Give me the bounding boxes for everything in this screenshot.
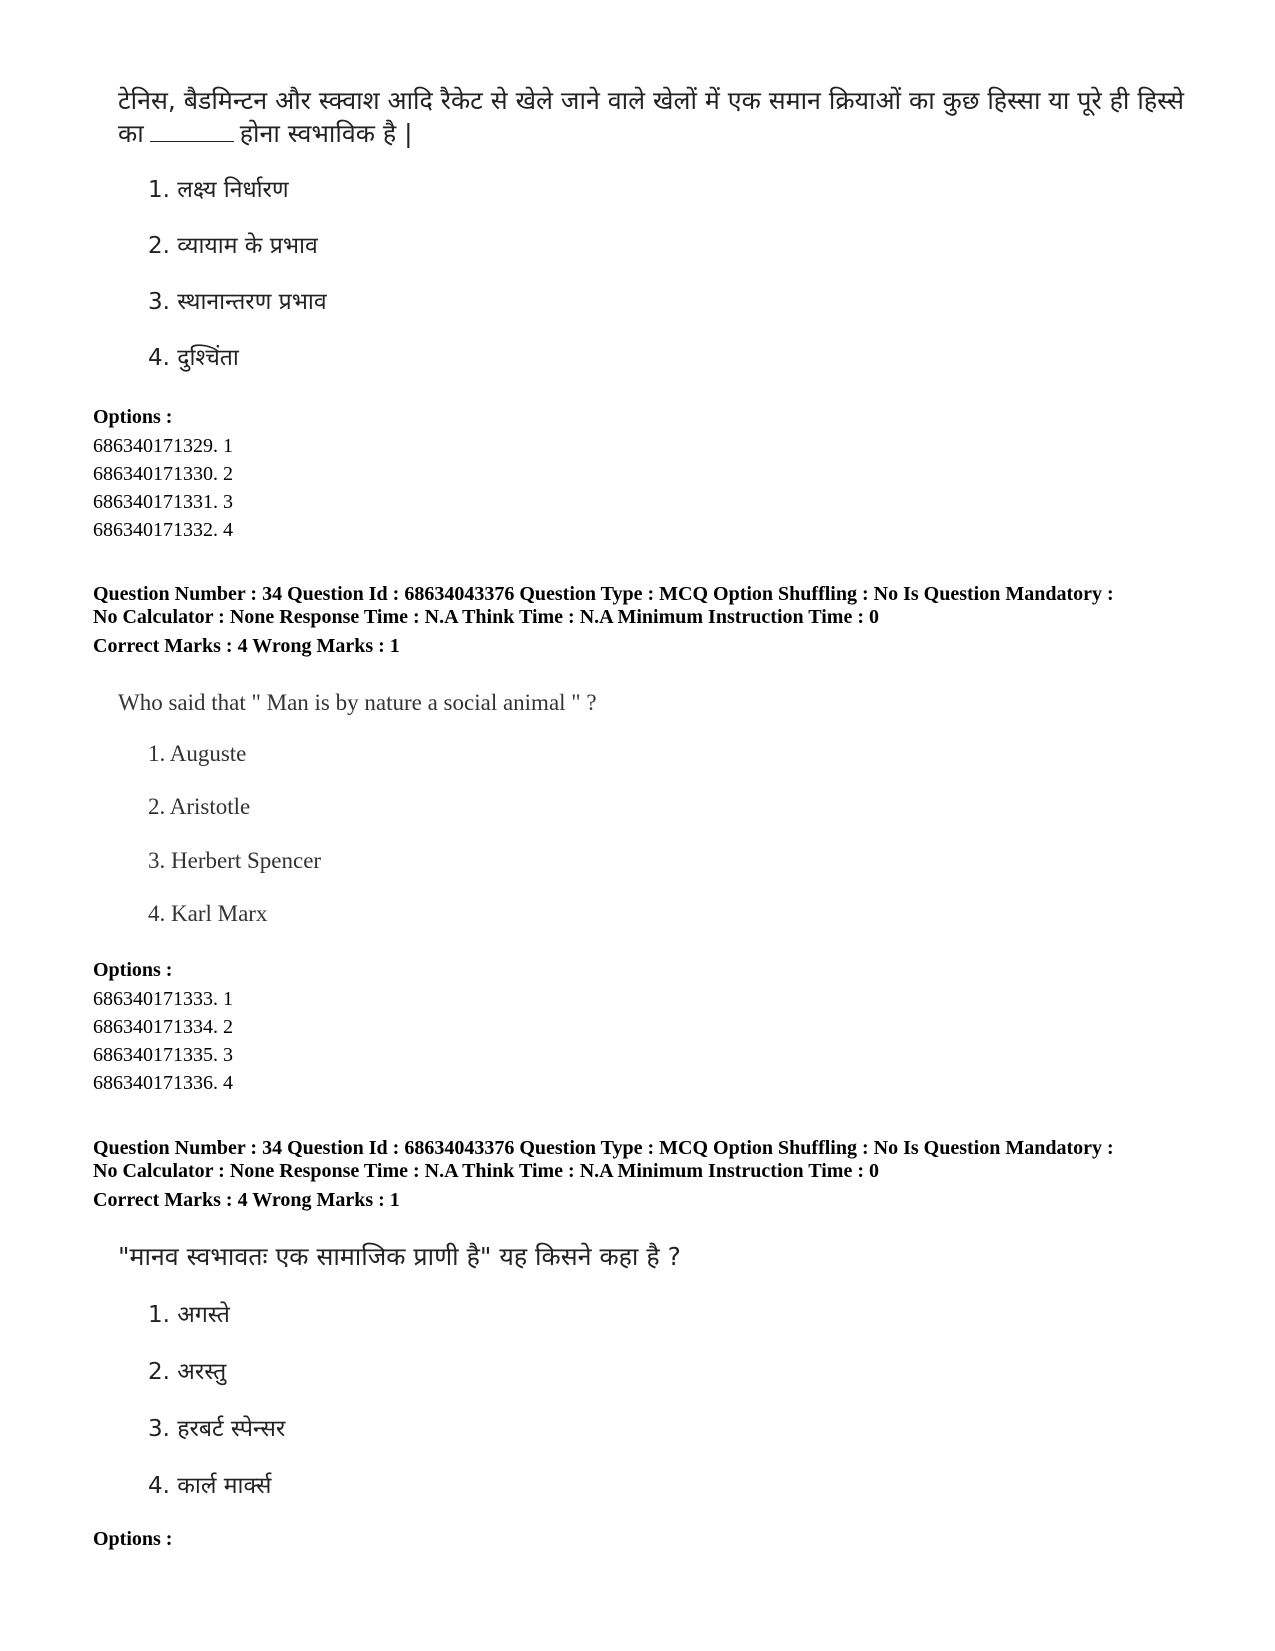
q34-hi-marks: Correct Marks : 4 Wrong Marks : 1 — [93, 1189, 400, 1211]
q33-stem — [118, 84, 1198, 150]
q34-hi-stem: "मानव स्वभावतः एक सामाजिक प्राणी है" यह किसने कहा है ? — [118, 1242, 681, 1271]
q34-hi-meta-line1: Question Number : 34 Question Id : 68634043376 Question Type : MCQ Option Shuffling : No Is Question Mandatory : — [93, 1137, 1114, 1159]
q34-hi-choice-3: 3. हरबर्ट स्पेन्सर — [148, 1416, 286, 1442]
q34-en-meta-line1: Question Number : 34 Question Id : 68634043376 Question Type : MCQ Option Shuffling : No Is Question Mandatory : — [93, 583, 1114, 605]
q33-choice-1: 1. लक्ष्य निर्धारण — [148, 177, 289, 203]
q33-option-3: 686340171331. 3 — [93, 491, 233, 513]
q34-en-choice-3: 3. Herbert Spencer — [148, 848, 322, 873]
q33-option-1: 686340171329. 1 — [93, 435, 233, 457]
q33-choice-3: 3. स्थानान्तरण प्रभाव — [148, 289, 327, 315]
q34-hi-options-label: Options : — [93, 1528, 173, 1550]
q34-en-option-4: 686340171336. 4 — [93, 1072, 233, 1094]
q34-en-choice-1: 1. Auguste — [148, 741, 247, 766]
q34-hi-choice-1: 1. अगस्ते — [148, 1302, 230, 1328]
q34-en-meta-line2: No Calculator : None Response Time : N.A Think Time : N.A Minimum Instruction Time : 0 — [93, 606, 879, 628]
q33-option-2: 686340171330. 2 — [93, 463, 233, 485]
q34-en-options-label: Options : — [93, 959, 173, 981]
q34-en-marks: Correct Marks : 4 Wrong Marks : 1 — [93, 635, 400, 657]
q34-hi-choice-4: 4. कार्ल मार्क्स — [148, 1473, 272, 1499]
fill-blank — [150, 119, 234, 142]
q33-choice-2: 2. व्यायाम के प्रभाव — [148, 233, 318, 259]
q34-en-option-2: 686340171334. 2 — [93, 1016, 233, 1038]
q34-en-choice-2: 2. Aristotle — [148, 794, 251, 819]
q33-option-4: 686340171332. 4 — [93, 519, 233, 541]
q34-en-option-1: 686340171333. 1 — [93, 988, 233, 1010]
q34-hi-meta-line2: No Calculator : None Response Time : N.A Think Time : N.A Minimum Instruction Time : 0 — [93, 1160, 879, 1182]
q33-stem-line1: टेनिस, बैडमिन्टन और स्क्वाश आदि रैकेट से खेले जाने वाले खेलों में एक समान क्रियाओं का कुछ हिस्सा या पूरे ही हिस्से — [118, 86, 1184, 115]
q33-choice-4: 4. दुश्चिंता — [148, 345, 239, 371]
q34-hi-choice-2: 2. अरस्तु — [148, 1359, 227, 1385]
q34-en-choice-4: 4. Karl Marx — [148, 901, 268, 926]
q34-en-option-3: 686340171335. 3 — [93, 1044, 233, 1066]
q34-en-stem: Who said that " Man is by nature a social animal " ? — [118, 690, 597, 715]
q33-options-label: Options : — [93, 406, 173, 428]
q33-stem-line2: का होना स्वभाविक है | — [118, 119, 413, 148]
